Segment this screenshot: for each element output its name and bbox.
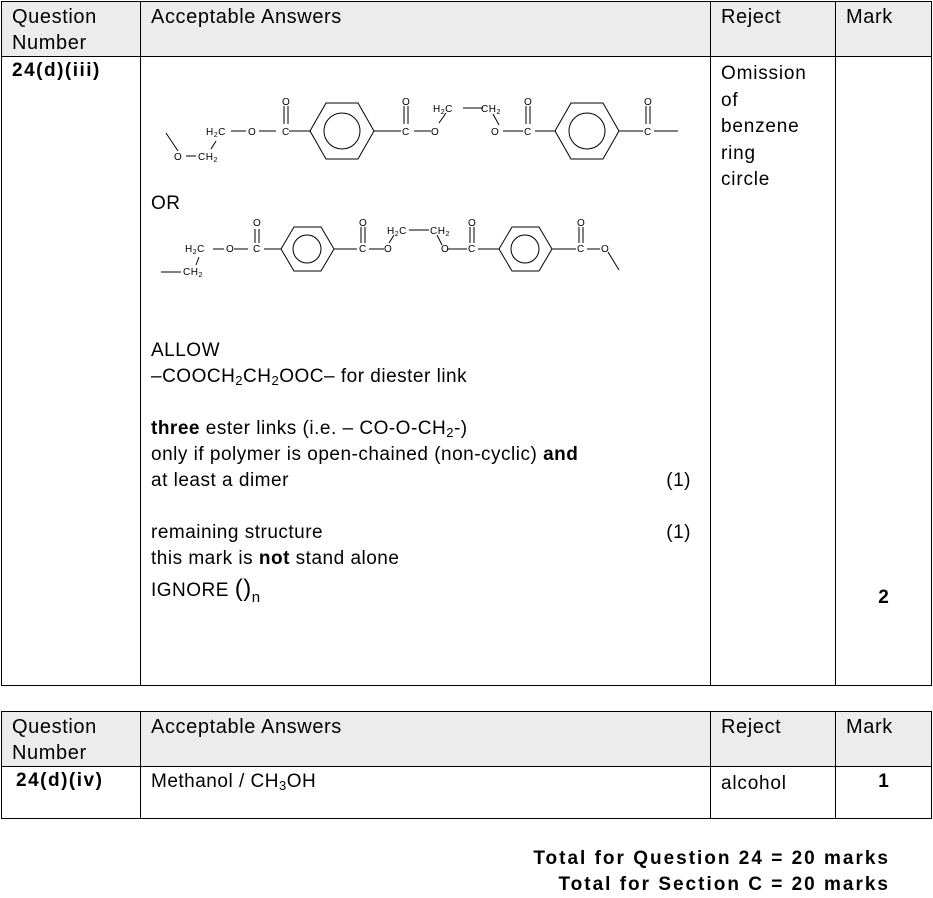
total-question: Total for Question 24 = 20 marks xyxy=(533,848,890,869)
benzene-ring-3 xyxy=(281,227,334,271)
o-label: O xyxy=(644,97,653,108)
reject-line: benzene xyxy=(721,116,800,137)
benzene-circle-4 xyxy=(511,235,539,263)
o-label: O xyxy=(601,244,610,255)
h2c-label: $H_2C$ xyxy=(433,104,453,116)
o-label: O xyxy=(491,127,500,138)
polymer-structure-2 xyxy=(151,217,701,322)
question-number: 24(d)(iv) xyxy=(2,767,141,819)
reject-cell: alcohol xyxy=(711,767,836,819)
c-label: C xyxy=(577,244,585,255)
reject-cell xyxy=(711,57,836,686)
reject-line: ring xyxy=(721,142,756,164)
header-number: Number xyxy=(12,742,87,764)
polymer-structure-1 xyxy=(151,61,701,191)
o-label: O xyxy=(577,218,586,229)
allow-label: ALLOW xyxy=(151,340,221,361)
o-label: O xyxy=(248,127,257,138)
answer-row xyxy=(2,57,932,686)
header-number: Number xyxy=(12,32,87,54)
o-label: O xyxy=(174,152,183,163)
o-label: O xyxy=(468,218,477,229)
header-row xyxy=(2,712,932,767)
benzene-circle-2 xyxy=(569,113,605,149)
h2c-label: $H_2C$ xyxy=(185,244,205,256)
mark-scheme-table-iii xyxy=(1,1,932,686)
header-mark: Mark xyxy=(836,712,932,767)
answers-cell xyxy=(141,57,711,686)
o-label: O xyxy=(402,97,411,108)
header-reject: Reject xyxy=(711,712,836,767)
c-label: C xyxy=(524,127,532,138)
h2c-label: $H_2C$ xyxy=(387,226,407,238)
o-label: O xyxy=(226,244,235,255)
dimer-line: at least a dimer (1) xyxy=(151,468,691,494)
o-label: O xyxy=(384,244,393,255)
reject-line: Omission xyxy=(721,63,807,84)
h2c-label: $H_2C$ xyxy=(206,127,226,139)
mark-value: 1 xyxy=(878,771,889,792)
benzene-circle-1 xyxy=(324,113,360,149)
benzene-ring-2 xyxy=(555,103,619,159)
diester-link-text: $-COOCH_2CH_2OOC-$ for diester link xyxy=(151,366,468,388)
mark-cell xyxy=(836,767,932,819)
mark-scheme-table-iv xyxy=(1,711,932,819)
c-label: C xyxy=(644,127,652,138)
answers-cell: Methanol / $CH_3OH$ xyxy=(141,767,711,819)
header-acceptable-answers: Acceptable Answers xyxy=(141,712,711,767)
header-question-number xyxy=(2,2,141,57)
ch2-label: $CH_2$ xyxy=(481,104,501,116)
o-label: O xyxy=(431,127,440,138)
header-reject: Reject xyxy=(711,2,836,57)
c-label: C xyxy=(468,244,476,255)
o-label: O xyxy=(282,97,291,108)
question-number: 24(d)(iii) xyxy=(2,57,141,686)
benzene-circle-3 xyxy=(293,235,321,263)
mark-value: 2 xyxy=(878,587,889,608)
c-label: C xyxy=(402,127,410,138)
mark-cell xyxy=(836,57,932,686)
header-row xyxy=(2,2,932,57)
mark-one: (1) xyxy=(666,470,691,491)
header-acceptable-answers: Acceptable Answers xyxy=(141,2,711,57)
header-question-number xyxy=(2,712,141,767)
mark-one: (1) xyxy=(666,522,691,543)
total-section: Total for Section C = 20 marks xyxy=(558,874,890,895)
totals xyxy=(533,846,890,898)
c-label: C xyxy=(359,244,367,255)
reject-line: of xyxy=(721,89,739,111)
ignore-text: IGNORE $()_n$ xyxy=(151,575,261,606)
answer-row xyxy=(2,767,932,819)
header-question: Question xyxy=(12,716,97,738)
header-mark: Mark xyxy=(836,2,932,57)
reject-line: circle xyxy=(721,169,771,190)
benzene-ring-4 xyxy=(499,227,552,271)
c-label: C xyxy=(253,244,261,255)
three-ester-links-text: three ester links (i.e. – $CO-O-CH_2-$) xyxy=(151,418,468,440)
ch2-label: $CH_2$ xyxy=(430,226,450,238)
c-label: C xyxy=(282,127,290,138)
o-label: O xyxy=(253,218,262,229)
header-question: Question xyxy=(12,6,97,28)
remaining-structure-line: remaining structure (1) xyxy=(151,520,691,546)
benzene-ring-1 xyxy=(310,103,374,159)
open-chain-text: only if polymer is open-chained (non-cyclic) and xyxy=(151,444,579,465)
ch2-label: $CH_2$ xyxy=(198,152,218,164)
stand-alone-text: this mark is not stand alone xyxy=(151,548,400,569)
ch2-label: $CH_2$ xyxy=(183,267,203,279)
o-label: O xyxy=(524,97,533,108)
o-label: O xyxy=(359,218,368,229)
or-label: OR xyxy=(151,193,181,214)
o-label: O xyxy=(441,244,450,255)
